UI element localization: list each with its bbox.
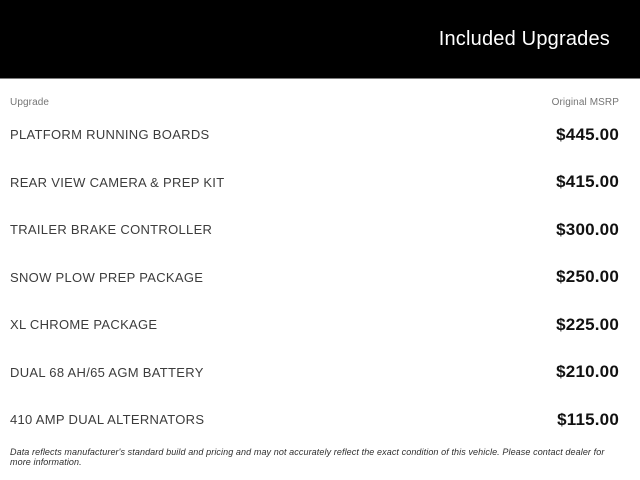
table-row	[10, 254, 619, 302]
disclaimer-text: Data reflects manufacturer's standard build and pricing and may not accurately reflect the exact condition of this vehicle. Please contact dealer for more information.	[10, 446, 605, 467]
table-row	[10, 396, 619, 444]
upgrade-name: PLATFORM RUNNING BOARDS	[10, 127, 210, 143]
upgrade-price: $210.00	[556, 362, 619, 382]
upgrade-price: $300.00	[556, 219, 619, 239]
table-row	[10, 206, 619, 254]
upgrade-price: $415.00	[556, 172, 619, 192]
upgrade-name: TRAILER BRAKE CONTROLLER	[10, 222, 213, 238]
table-row	[10, 159, 619, 207]
table-rows	[10, 111, 619, 444]
table-column-headers	[10, 97, 619, 109]
upgrade-price: $225.00	[556, 314, 619, 334]
column-header-original-msrp: Original MSRP	[551, 97, 619, 108]
section-header-bar	[0, 0, 640, 79]
upgrade-price: $115.00	[557, 409, 619, 429]
upgrade-price: $445.00	[556, 124, 619, 144]
upgrade-name: REAR VIEW CAMERA & PREP KIT	[10, 174, 225, 190]
section-title: Included Upgrades	[438, 27, 610, 50]
column-header-upgrade: Upgrade	[10, 97, 50, 108]
upgrade-name: XL CHROME PACKAGE	[10, 317, 158, 333]
table-row	[10, 349, 619, 397]
table-row	[10, 111, 619, 159]
upgrade-name: DUAL 68 AH/65 AGM BATTERY	[10, 364, 204, 380]
upgrade-name: 410 AMP DUAL ALTERNATORS	[10, 412, 205, 428]
table-row	[10, 301, 619, 349]
upgrade-name: SNOW PLOW PREP PACKAGE	[10, 269, 204, 285]
upgrades-table	[0, 97, 640, 467]
upgrade-price: $250.00	[556, 267, 619, 287]
